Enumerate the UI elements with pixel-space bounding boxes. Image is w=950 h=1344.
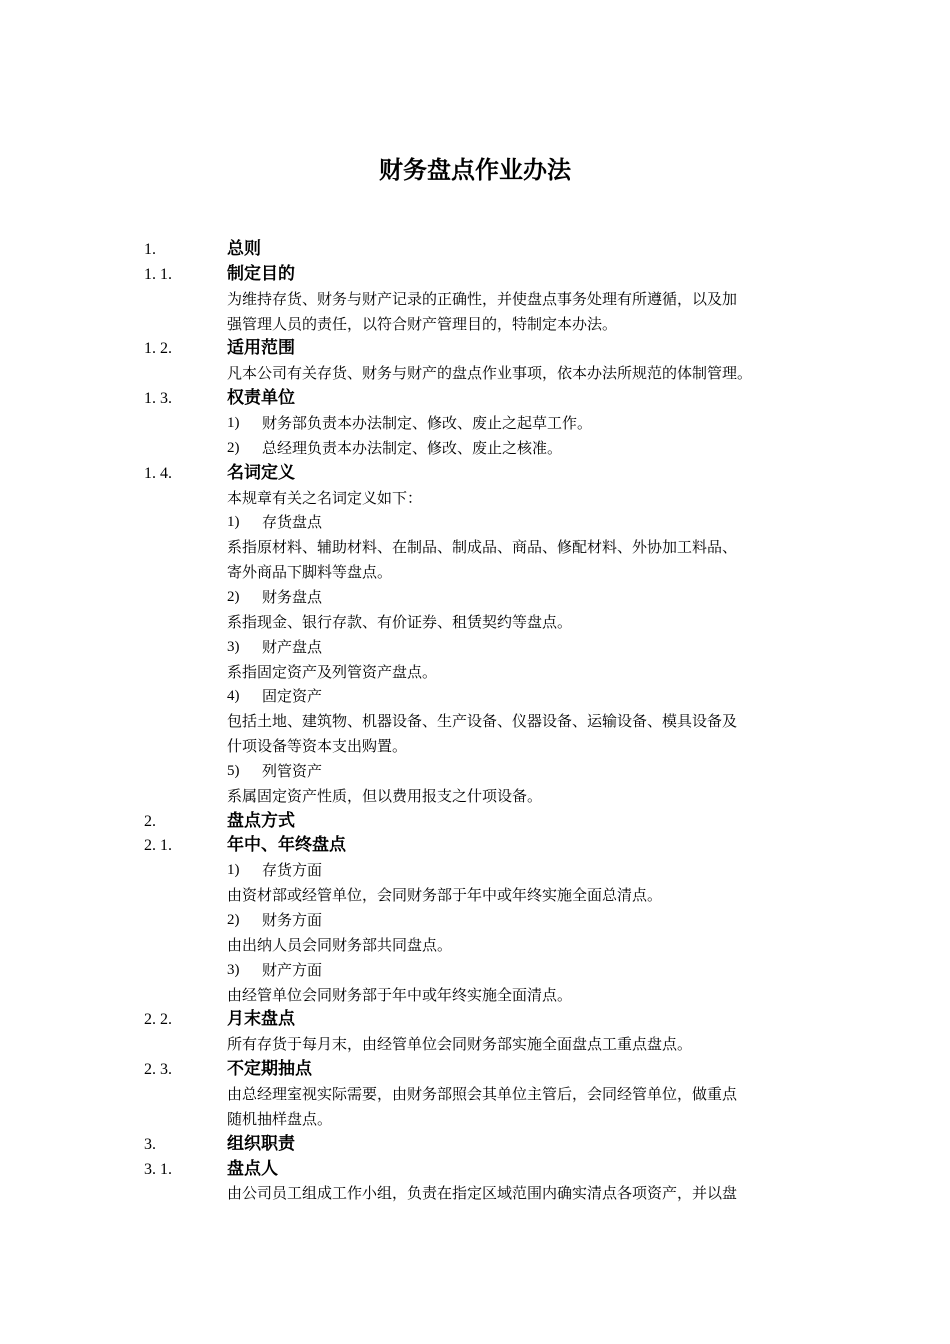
list-item-number: 5) <box>227 762 240 779</box>
paragraph-text: 系指现金、银行存款、有价证券、租赁契约等盘点。 <box>227 612 573 631</box>
paragraph-text: 什项设备等资本支出购置。 <box>227 737 408 755</box>
paragraph-line <box>0 486 950 511</box>
list-item-number: 2) <box>227 439 240 456</box>
section-heading <box>0 262 950 287</box>
paragraph-line <box>0 610 950 635</box>
paragraph-text: 系指原材料、辅助材料、在制品、制成品、商品、修配材料、外协加工料品、 <box>227 538 738 557</box>
section-number: 3. <box>144 1135 156 1153</box>
paragraph-line <box>0 287 950 312</box>
list-item-text: 列管资产 <box>262 761 323 780</box>
section-number: 2. <box>144 812 156 830</box>
list-item <box>0 858 950 883</box>
paragraph-text: 系指固定资产及列管资产盘点。 <box>227 662 438 681</box>
section-number: 1. 3. <box>144 390 172 408</box>
list-item-text: 财务盘点 <box>262 587 323 606</box>
section-number: 1. 1. <box>144 265 172 283</box>
list-item <box>0 759 950 784</box>
list-item-text: 财务方面 <box>262 911 323 929</box>
list-item-number: 3) <box>227 638 240 655</box>
paragraph-line <box>0 660 950 685</box>
list-item <box>0 436 950 461</box>
paragraph-text: 随机抽样盘点。 <box>227 1109 333 1128</box>
paragraph-line <box>0 883 950 908</box>
list-item-number: 3) <box>227 961 240 978</box>
section-number: 1. <box>144 241 156 258</box>
section-title: 盘点方式 <box>227 810 295 831</box>
paragraph-line <box>0 1032 950 1057</box>
section-heading <box>0 386 950 411</box>
list-item <box>0 585 950 610</box>
paragraph-text: 包括土地、建筑物、机器设备、生产设备、仪器设备、运输设备、模具设备及 <box>227 712 738 731</box>
paragraph-line <box>0 1082 950 1107</box>
list-item-number: 1) <box>227 862 240 879</box>
section-title: 年中、年终盘点 <box>227 835 346 856</box>
section-title: 组织职责 <box>227 1133 295 1154</box>
paragraph-text: 本规章有关之名词定义如下： <box>227 488 423 507</box>
list-item-text: 存货方面 <box>262 861 323 880</box>
section-heading <box>0 1007 950 1032</box>
paragraph-line <box>0 535 950 560</box>
list-item-text: 财务部负责本办法制定、修改、废止之起草工作。 <box>262 414 593 432</box>
paragraph-line <box>0 933 950 958</box>
list-item <box>0 510 950 535</box>
section-heading <box>0 1157 950 1182</box>
section-heading <box>0 1132 950 1157</box>
section-title: 总则 <box>227 239 261 259</box>
paragraph-line <box>0 784 950 809</box>
section-number: 2. 1. <box>144 837 172 855</box>
section-heading <box>0 1057 950 1082</box>
paragraph-line <box>0 1107 950 1132</box>
paragraph-text: 系属固定资产性质，但以费用报支之什项设备。 <box>227 786 543 805</box>
paragraph-line <box>0 560 950 585</box>
section-title: 适用范围 <box>227 338 295 359</box>
section-heading <box>0 461 950 486</box>
paragraph-line <box>0 709 950 734</box>
list-item-number: 4) <box>227 688 240 705</box>
section-title: 制定目的 <box>227 263 295 284</box>
list-item-number: 2) <box>227 912 240 928</box>
paragraph-line <box>0 1181 950 1206</box>
section-title: 不定期抽点 <box>227 1059 312 1080</box>
list-item-number: 2) <box>227 588 240 605</box>
paragraph-text: 由出纳人员会同财务部共同盘点。 <box>227 935 453 954</box>
section-title: 月末盘点 <box>227 1009 295 1030</box>
paragraph-line <box>0 983 950 1008</box>
section-title: 盘点人 <box>227 1158 278 1179</box>
paragraph-line <box>0 312 950 337</box>
list-item <box>0 684 950 709</box>
paragraph-text: 寄外商品下脚料等盘点。 <box>227 563 393 581</box>
list-item-text: 总经理负责本办法制定、修改、废止之核准。 <box>262 438 563 457</box>
list-item <box>0 635 950 660</box>
paragraph-line <box>0 734 950 759</box>
paragraph-text: 为维持存货、财务与财产记录的正确性，并使盘点事务处理有所遵循，以及加 <box>227 289 738 308</box>
section-heading <box>0 833 950 858</box>
section-title: 权责单位 <box>227 388 295 409</box>
section-number: 3. 1. <box>144 1160 172 1178</box>
section-number: 2. 3. <box>144 1061 172 1079</box>
paragraph-text: 由公司员工组成工作小组，负责在指定区域范围内确实清点各项资产，并以盘 <box>227 1184 738 1203</box>
list-item-number: 1) <box>227 514 240 531</box>
list-item <box>0 908 950 933</box>
section-number: 1. 4. <box>144 464 172 482</box>
list-item-number: 1) <box>227 415 240 431</box>
list-item-text: 财产盘点 <box>262 637 323 656</box>
paragraph-text: 由资材部或经管单位，会同财务部于年中或年终实施全面总清点。 <box>227 886 663 905</box>
paragraph-line <box>0 361 950 386</box>
section-heading <box>0 809 950 834</box>
list-item <box>0 411 950 436</box>
list-item-text: 财产方面 <box>262 960 323 979</box>
section-title: 名词定义 <box>227 462 295 483</box>
list-item <box>0 958 950 983</box>
paragraph-text: 凡本公司有关存货、财务与财产的盘点作业事项，依本办法所规范的体制管理。 <box>227 364 753 383</box>
section-heading <box>0 336 950 361</box>
paragraph-text: 由总经理室视实际需要，由财务部照会其单位主管后，会同经管单位，做重点 <box>227 1084 738 1103</box>
section-number: 2. 2. <box>144 1011 172 1029</box>
section-number: 1. 2. <box>144 340 172 358</box>
paragraph-text: 所有存货于每月末，由经管单位会同财务部实施全面盘点工重点盘点。 <box>227 1035 693 1054</box>
paragraph-text: 由经管单位会同财务部于年中或年终实施全面清点。 <box>227 985 573 1004</box>
list-item-text: 固定资产 <box>262 687 323 706</box>
list-item-text: 存货盘点 <box>262 513 323 532</box>
paragraph-text: 强管理人员的责任，以符合财产管理目的，特制定本办法。 <box>227 314 618 333</box>
section-heading <box>0 237 950 262</box>
document-title: 财务盘点作业办法 <box>379 156 571 184</box>
